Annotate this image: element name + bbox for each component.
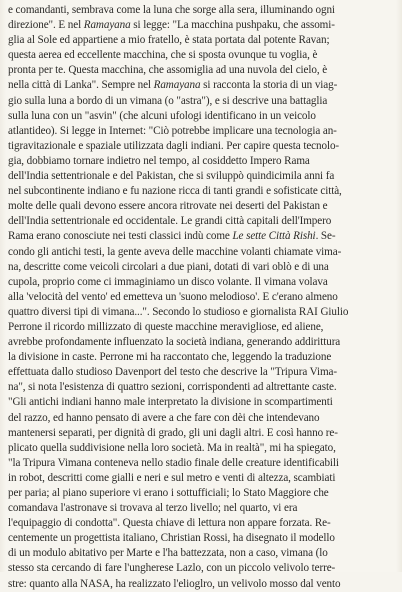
text-line: gio sulla luna a bordo di un vimana (o "astra"), e si descrive una battaglia [8,94,328,107]
text-line: stesso sta cercando di fare l'ungherese Lazlo, con un piccolo velivolo terre- [8,562,336,575]
text-line: condo gli antichi testi, la gente aveva delle macchine volanti chiamate vima- [8,245,342,258]
text-line: Rama erano conosciute nei testi classici indù come Le sette Città Rishi. Se- [8,230,336,243]
text-line: molte delle quali devono essere ancora ritrovate nei deserti del Pakistan e [8,200,328,213]
text-line: per paria; al piano superiore vi erano i sottufficiali; lo Stato Maggiore che [8,487,329,499]
text-line: Perrone il ricordo millizzato di queste macchine meravigliose, ed aliene, [8,320,324,333]
text-line: di un modulo abitativo per Marte e l'ha battezzata, non a caso, vimana (lo [8,547,328,560]
text-line: quattro diversi tipi di vimana...". Secondo lo studioso e giornalista RAI Giulio [8,305,349,318]
text-line: e comandanti, sembrava come la luna che sorge alla sera, illuminando ogni [8,4,335,16]
text-line: tigravitazionale e spaziale utilizzata dagli indiani. Per capire questa tecnolo- [8,139,340,152]
text-line: direzione". E nel Ramayana si legge: "La macchina pushpaku, che assomi- [8,19,335,32]
text-line: dell'India settentrionale ed occidentale. Le grandi città capitali dell'Impero [8,215,332,228]
text-line: "Gli antichi indiani hanno male interpretato la divisione in scompartimenti [8,396,333,409]
text-line: gia, dobbiamo tornare indietro nel tempo, al cosiddetto Impero Rama [8,154,310,167]
text-line: sulla luna con un "asvin" (che alcuni ufologi identificano in un veicolo [8,109,316,122]
text-line: avrebbe profondamente influenzato la società indiana, generando addirittura [8,336,341,349]
text-line: cupola, proprio come ci immaginiamo un disco volante. Il vimana volava [8,275,328,288]
body-text [8,3,394,592]
text-line: del razzo, ed hanno pensato di avere a che fare con dèi che intendevano [8,411,320,424]
text-line: stre: quanto alla NASA, ha realizzato l'elioglro, un velivolo mosso dal vento [8,577,341,590]
text-line: dell'India settentrionale e del Pakistan, che si sviluppò quindicimila anni fa [8,170,335,183]
text-line: la divisione in caste. Perrone mi ha raccontato che, leggendo la traduzione [8,351,332,364]
text-line: "la Tripura Vimana conteneva nello stadio finale delle creature identificabili [8,456,339,469]
text-line: na", si nota l'esistenza di quattro sezioni, corrispondenti ad altrettante caste. [8,381,337,394]
italic-title: Le sette Città Rishi [232,230,316,243]
text-line: questa aerea ed eccellente macchina, che si sposta ovunque tu voglia, è [8,49,318,62]
text-line: pronta per te. Questa macchina, che assomiglia ad una nuvola del cielo, è [8,64,328,77]
text-line: centemente un progettista italiano, Christian Rossi, ha disegnato il modello [8,532,335,545]
text-line: effettuata dallo studioso Davenport del testo che descrive la "Tripura Vima- [8,366,337,379]
text-line: mantenersi separati, per dignità di grado, gli uni dagli altri. E così hanno re- [8,426,338,439]
text-line: alla 'velocità del vento' ed emetteva un 'suono melodioso'. E c'erano almeno [8,290,338,303]
text-line: nel subcontinente indiano e fu nazione ricca di tanti grandi e sofisticate città, [8,185,342,198]
text-line: nella città di Lanka". Sempre nel Ramayana si racconta la storia di un viag- [8,79,338,92]
text-line: atlantideo). Si legge in Internet: "Ciò potrebbe implicare una tecnologia an- [8,124,337,137]
text-line: na, descritte come veicoli circolari a due piani, dotati di vari oblò e di una [8,260,329,273]
text-line: plicato quella suddivisione nella loro società. Ma in realtà", mi ha spiegato, [8,441,336,454]
text-line: comandava l'astronave si trovava al terzo livello; nel quarto, vi era [8,502,298,515]
italic-title: Ramayana [83,19,131,32]
text-line: in robot, descritti come gialli e neri e sul metro e venti di altezza, scambiati [8,471,336,484]
italic-title: Ramayana [153,79,201,92]
text-line: glia al Sole ed appartiene a mio fratello, è stata portata dal potente Ravan; [8,34,330,47]
text-line: l'equipaggio di condotta". Questa chiave di lettura non appare forzata. Re- [8,517,331,530]
